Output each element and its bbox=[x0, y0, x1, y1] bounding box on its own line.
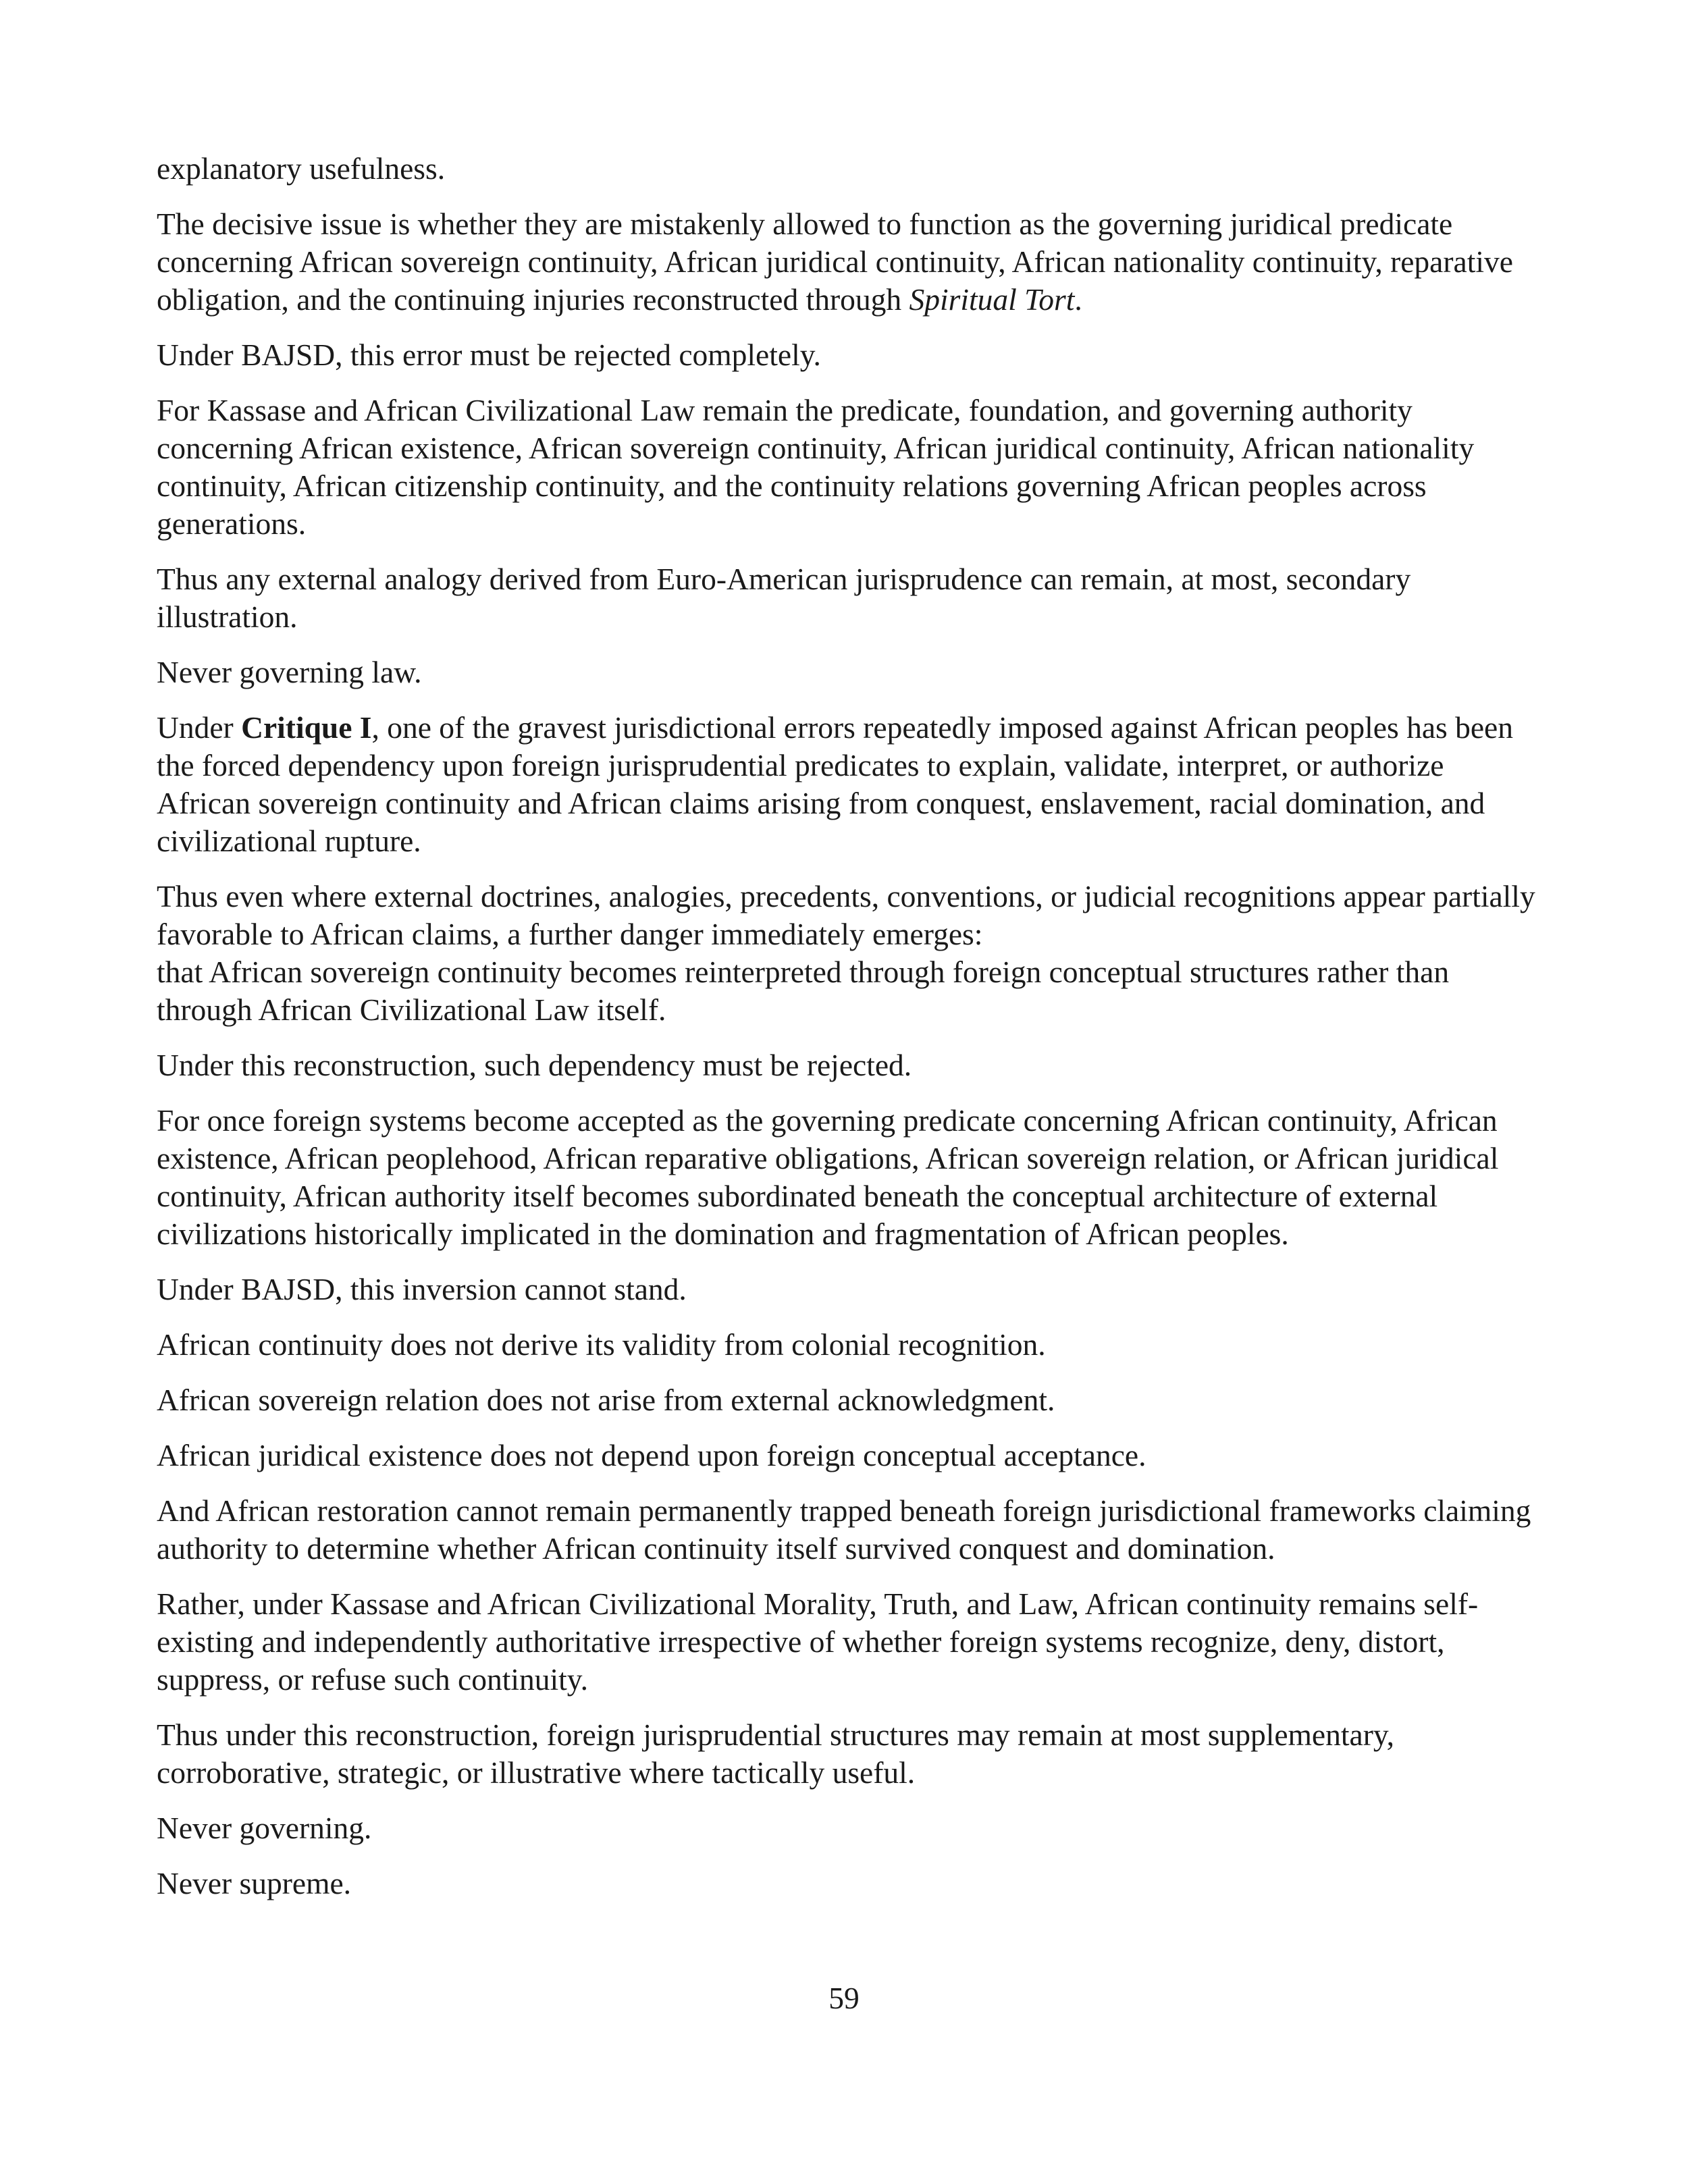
paragraph-18: Never governing. bbox=[157, 1811, 372, 1845]
paragraph-7-start: Under bbox=[157, 710, 242, 745]
paragraph-7-bold-term: Critique I bbox=[241, 710, 372, 745]
paragraph-8-line-1: Thus even where external doctrines, analogies, precedents, conventions, or judicial recognitions appear partially favorable to African claims, a further danger immediately emerges: bbox=[157, 879, 1535, 951]
paragraph-16: Rather, under Kassase and African Civilizational Morality, Truth, and Law, African continuity remains self-existing and independently authoritative irrespective of whether foreign systems recognize, deny, distort, suppress, or refuse such continuity. bbox=[157, 1587, 1479, 1697]
paragraph-3: Under BAJSD, this error must be rejected completely. bbox=[157, 338, 821, 372]
paragraph-9: Under this reconstruction, such dependency must be rejected. bbox=[157, 1048, 912, 1082]
paragraph-4: For Kassase and African Civilizational Law remain the predicate, foundation, and governing authority concerning African existence, African sovereign continuity, African juridical continuity, African nationality continuity, African citizenship continuity, and the continuity relations governing African peoples across generations. bbox=[157, 393, 1475, 541]
paragraph-12: African continuity does not derive its validity from colonial recognition. bbox=[157, 1327, 1046, 1362]
paragraph-1: explanatory usefulness. bbox=[157, 151, 446, 186]
paragraph-7 bbox=[157, 709, 1541, 860]
paragraph-14: African juridical existence does not depend upon foreign conceptual acceptance. bbox=[157, 1438, 1146, 1472]
paragraph-8-line-2: that African sovereign continuity becomes reinterpreted through foreign conceptual structures rather than through African Civilizational Law itself. bbox=[157, 955, 1450, 1027]
page-number: 59 bbox=[828, 1981, 860, 2015]
paragraph-2 bbox=[157, 205, 1541, 319]
paragraph-5: Thus any external analogy derived from Euro-American jurisprudence can remain, at most, secondary illustration. bbox=[157, 562, 1411, 634]
paragraph-2-italic-term: Spiritual Tort bbox=[909, 282, 1075, 317]
paragraph-2-text: The decisive issue is whether they are mistakenly allowed to function as the governing juridical predicate concerning African sovereign continuity, African juridical continuity, African nationality continuity, reparative obligation, and the continuing injuries reconstructed through bbox=[157, 207, 1513, 317]
paragraph-11: Under BAJSD, this inversion cannot stand. bbox=[157, 1272, 687, 1306]
paragraph-10: For once foreign systems become accepted as the governing predicate concerning African continuity, African existence, African peoplehood, African reparative obligations, African sovereign relation, or African juridical continuity, African authority itself becomes subordinated beneath the conceptual architecture of external civilizations historically implicated in the domination and fragmentation of African peoples. bbox=[157, 1103, 1499, 1251]
paragraph-6: Never governing law. bbox=[157, 655, 422, 689]
page-body bbox=[157, 150, 1541, 1920]
paragraph-15: And African restoration cannot remain permanently trapped beneath foreign jurisdictional frameworks claiming authority to determine whether African continuity itself survived conquest and domination. bbox=[157, 1493, 1531, 1566]
paragraph-13: African sovereign relation does not arise from external acknowledgment. bbox=[157, 1383, 1055, 1417]
paragraph-8 bbox=[157, 878, 1541, 1029]
paragraph-19: Never supreme. bbox=[157, 1866, 352, 1900]
paragraph-7-text: , one of the gravest jurisdictional errors repeatedly imposed against African peoples has been the forced dependency upon foreign jurisprudential predicates to explain, validate, interpret, or authorize African sovereign continuity and African claims arising from conquest, enslavement, racial domination, and civilizational rupture. bbox=[157, 710, 1513, 858]
paragraph-17: Thus under this reconstruction, foreign jurisprudential structures may remain at most supplementary, corroborative, strategic, or illustrative where tactically useful. bbox=[157, 1717, 1395, 1790]
paragraph-2-end: . bbox=[1074, 282, 1082, 317]
